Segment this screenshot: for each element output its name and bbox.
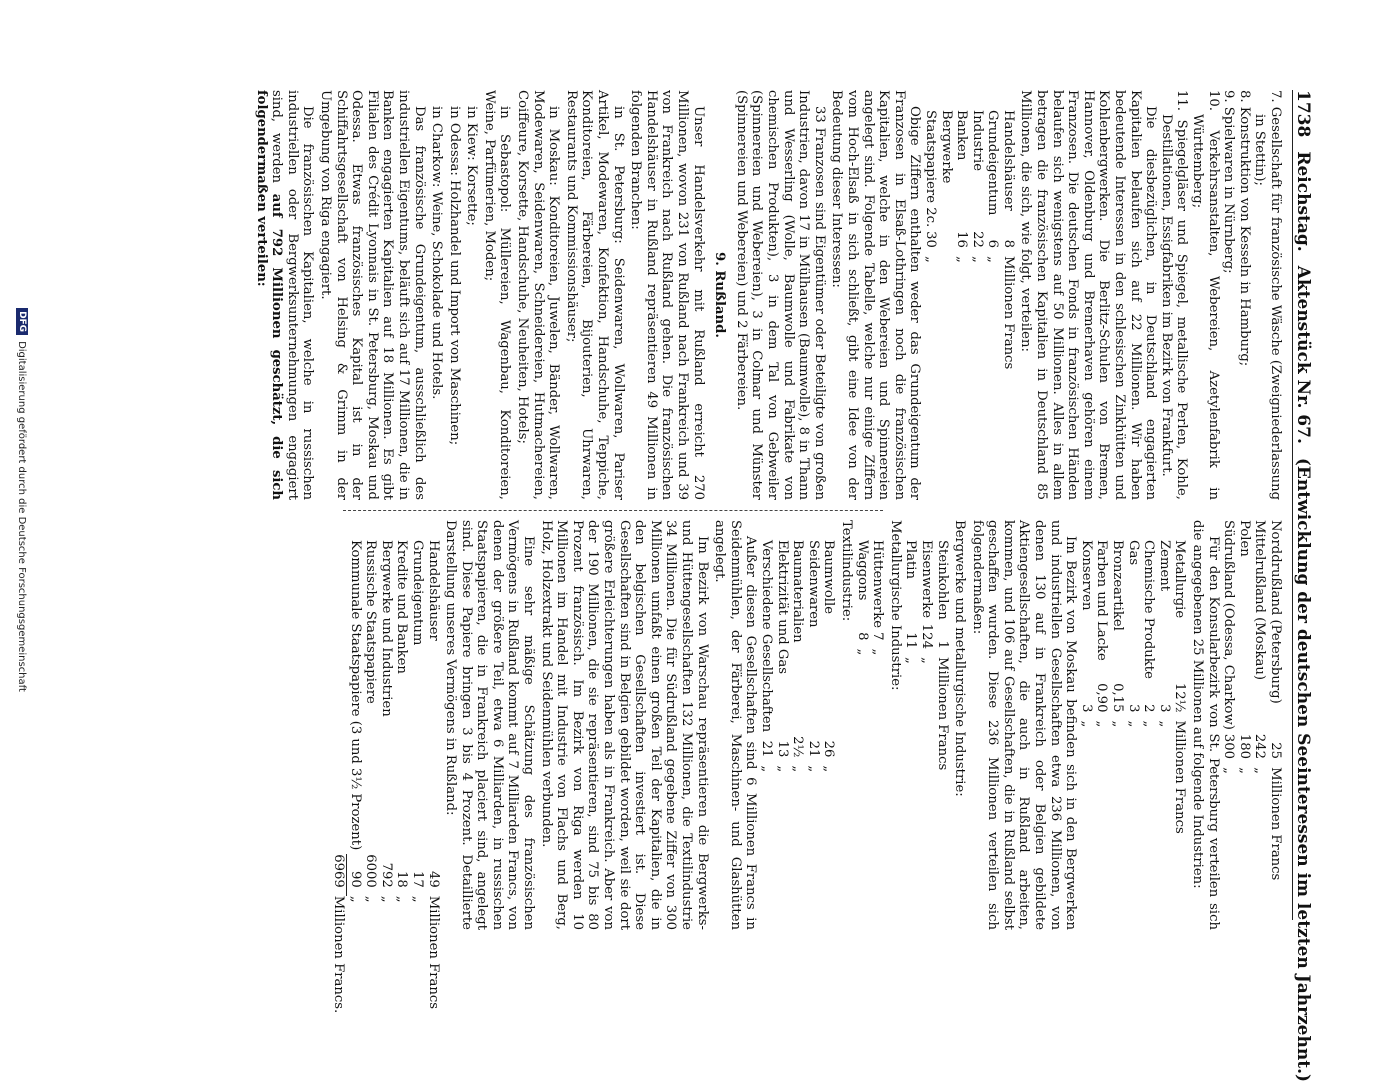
- table-row: Grundeigentum 6 „: [985, 110, 1001, 263]
- page-header: [1292, 90, 1323, 1082]
- table-row: Farben und Lacke 0,90 „: [1094, 540, 1110, 728]
- table-row: Polen 180 „: [1236, 520, 1252, 774]
- table-row: Handelshäuser 49 Millionen Francs: [425, 540, 441, 1010]
- table-row: Hüttenwerke 7 „: [870, 540, 886, 656]
- paragraph: 33 Franzosen sind Eigentümer oder Beteiligte von großen Industrien, davon 17 in Mülhausen (Baumwolle), 8 in Thann und Wesserling (Wolle, Baumwolle und Fabrikate von chemischen Produkten), 3 in dem Tal von Gebweiler (Spinnereien und Webereien), 3 in Colmar und Münster (Spinnereien und Webereien) und 2 Färbereien.: [733, 90, 827, 500]
- table-petersburg: [1078, 540, 1187, 838]
- paragraph: Für den Konsularbezirk von St. Petersburg verteilen sich die angegebenen 25 Millionen auf folgende Industrien:: [1190, 520, 1221, 930]
- table-row: Grundeigentum 17 „: [409, 540, 425, 903]
- table-row: Russische Staatspapiere 6000 „: [363, 540, 379, 903]
- right-column: [330, 520, 1283, 1014]
- paragraph: in St. Petersburg: Seidenwaren, Wollwaren, Pariser Artikel, Modewaren, Konfektion, Handschuhe, Teppiche, Konditoreien, Färbereien, Bijouterien, Uhrwaren, Restaurants und Kommissionshäuser;: [563, 90, 626, 500]
- table-mining: [903, 540, 950, 774]
- paragraph: Das französische Grundeigentum, ausschließlich des industriellen Eigentums, beläuft sich auf 17 Millionen, die in Banken engagierten Kapitalien auf 18 Millionen. Es gibt Filialen des Crédit Lyonnais in St. Petersburg, Moskau und Odessa. Etwas französisches Kapital ist in der Schiffahrtsgesellschaft von Helsing & Grimm in der Umgebung von Riga engagiert.: [317, 90, 427, 500]
- table-row: Steinkohlen 1 Millionen Francs: [934, 540, 950, 771]
- paragraph: Die diesbezüglichen, in Deutschland engagierten Kapitalien belaufen sich auf 22 Millionen. Wir haben bedeutende Interessen in den schlesischen Zinkhütten und Kohlenbergwerken. Die Berlitz-Schulen von Bremen, Hannover, Oldenburg und Bremerhaven gehören einem Franzosen. Die deutschen Fonds in französischen Händen belaufen sich wenigstens auf 50 Millionen. Alles in allem betragen die französischen Kapitalien in Deutschland 85 Millionen, die sich, wie folgt, verteilen:: [1018, 90, 1159, 500]
- table-row: Metallurgie 12½ Millionen Francs: [1172, 540, 1188, 834]
- subheading: Bergwerke und metallurgische Industrie:: [952, 520, 968, 797]
- table-row: Norddrußland (Petersburg) 25 Millionen Francs: [1268, 520, 1283, 881]
- table-row: Gas 3 „: [1125, 540, 1141, 728]
- table-row: Konserven 3 „: [1078, 540, 1094, 728]
- paragraph-text-bold: auf 792 Millionen geschätzt, die sich folgendermaßen verteilen:: [253, 90, 285, 501]
- table-row: Kredite und Banken 18 „: [394, 540, 410, 903]
- subheading: Textilindustrie:: [838, 520, 854, 622]
- table-row: Zement 3 „: [1156, 540, 1172, 728]
- column-divider: [343, 510, 883, 511]
- table-summary: [330, 540, 440, 1017]
- paragraph: in Odessa: Holzhandel und Import von Maschinen;: [446, 106, 462, 446]
- paragraph: Im Bezirk von Warschau repräsentieren die Bergwerks- und Hüttengesellschaften 132 Millionen, die Textilindustrie 34 Millionen. Die für Südrußland gegebene Ziffer von 300 Millionen umfaßt einen großen Teil der Kapitalien, die in den belgischen Gesellschaften investiert ist. Diese Gesellschaften sind in Belgien gebildet worden, weil sie dort größere Erleichterungen haben als in Frankreich. Aber von der 190 Millionen, die sie repräsentieren, sind 75 bis 80 Prozent französisch. Im Bezirk von Riga werden 10 Millionen im Handel mit Industrie von Flachs und Berg, Holz, Holzextrakt und Seidenmühlen verbunden.: [538, 520, 710, 930]
- paragraph: Im Bezirk von Moskau befinden sich in den Bergwerken und industriellen Gesellschaften etwa 236 Millionen, von denen 130 auf in Frankreich oder Belgien gebildete Aktiengesellschaften, die auch in Rußland arbeiten, kommen, und 106 auf Gesellschaften, die in Rußland selbst geschaffen wurden. Diese 236 Millionen verteilen sich folgendermaßen:: [969, 520, 1079, 930]
- header-document: Aktenstück Nr. 67.: [1293, 265, 1313, 444]
- paragraph: in Sebastopol: Müllereien, Wagenbau, Konditoreien, Weine, Parfümerien, Moden;: [481, 90, 513, 500]
- list-item: 11. Spiegelgläser und Spiegel, metallische Perlen, Kohle, Destillationen, Essigfabriken im Bezirk von Frankfurt.: [1158, 90, 1190, 500]
- table-row: Platin 11 „: [903, 540, 919, 664]
- paragraph: in Kiew: Korsette;: [464, 106, 480, 226]
- table-row: Baumaterialien 2½ „: [790, 540, 806, 773]
- paragraph: in Charkow: Weine, Schokolade und Hotels.: [429, 106, 445, 400]
- table-total-row: 6969 Millionen Francs.: [330, 854, 347, 1014]
- dfg-logo: DFG: [16, 308, 28, 335]
- header-source: Reichstag.: [1293, 151, 1313, 252]
- table-row: Banken 16 „: [954, 110, 970, 263]
- list-item: 7. Gesellschaft für französische Wäsche (Zweigniederlassung in Stettin);: [1252, 90, 1283, 501]
- table-row: Industrie 22 „: [969, 110, 985, 263]
- table-row: Eisenwerke 124 „: [918, 540, 934, 664]
- list-item: 9. Spielwaren in Nürnberg;: [1221, 90, 1237, 274]
- table-regions: [1221, 520, 1283, 884]
- left-column: [251, 90, 1283, 500]
- table-metallurgy: [854, 540, 885, 659]
- list-item: 8. Konstruktion von Kesseln in Hamburg;: [1236, 90, 1252, 367]
- table-row: Elektrizität und Gas 13 „: [774, 540, 790, 773]
- table-row: Baumwolle 26 „: [821, 540, 837, 773]
- paragraph-text: Die französischen Kapitalien, welche in russischen industriellen oder Bergwerksunternehmungen engagiert sind, werden: [269, 90, 316, 500]
- table-row: Waggons 8 „: [854, 540, 870, 656]
- subheading: Metallurgische Industrie:: [887, 520, 903, 691]
- paragraph: in Moskau: Konditoreien, Juwelen, Bänder, Wollwaren, Modewaren, Seidenwaren, Schneidereien, Hutmachereien, Coiffeure, Korsette, Handschuhe, Neuheiten, Hotels;: [515, 90, 562, 500]
- paragraph: Obige Ziffern enthalten weder das Grundeigentum der Franzosen in Elsaß-Lothringen noch die französischen Kapitalien, welche in den Webereien und Spinnereien angelegt sind. Folgende Tabelle, welche nur einige Ziffern vom Hoch-Elsaß in sich schließt, gibt eine Idee von der Bedeutung dieser Interessen:: [829, 90, 923, 500]
- paragraph: Außer diesen Gesellschaften sind 6 Millionen Francs in Seidenmühlen, der Färberei, Maschinen- und Glashütten angelegt.: [712, 520, 759, 930]
- table-row: Mittelrußland (Moskau) 242 „: [1252, 520, 1268, 774]
- paragraph: [253, 90, 315, 500]
- table-row: Staatspapiere 2c. 30 „: [922, 110, 938, 263]
- section-heading: 9. Rußland.: [712, 252, 728, 338]
- table-capital-germany: [922, 110, 1016, 373]
- page-number: 1738: [1293, 90, 1313, 138]
- table-row: Bronzeartikel 0,15 „: [1110, 540, 1126, 728]
- digitization-footer: [11, 0, 33, 1000]
- footer-text: Digitalisierung gefördert durch die Deutsche Forschungsgemeinschaft: [16, 341, 28, 692]
- table-row: Seidenwaren 21 „: [805, 540, 821, 773]
- header-title: (Entwicklung der deutschen Seeinteressen im letzten Jahrzehnt.): [1293, 457, 1313, 1082]
- table-row: Chemische Produkte 2 „: [1141, 540, 1157, 728]
- table-row: Bergwerke: [938, 110, 954, 184]
- table-row: Verschiedene Gesellschaften 21 „: [759, 540, 774, 773]
- table-row: Südrußland (Odessa, Charkow) 300 „: [1221, 520, 1237, 774]
- table-row: Bergwerke und Industrien 792 „: [378, 540, 394, 903]
- paragraph: Unser Handelsverkehr mit Rußland erreicht 270 Millionen, wovon 231 von Rußland nach Frankreich und 39 von Frankreich nach Rußland gehen. Die französischen Handelshäuser in Rußland repräsentieren 49 Millionen in folgenden Branchen:: [628, 90, 706, 500]
- table-row: Kommunale Staatspapiere (3 und 3½ Prozent) 90 „: [347, 540, 363, 903]
- list-item: 10. Verkehrsanstalten, Webereien, Azetylenfabrik in Württemberg;: [1190, 90, 1221, 500]
- paragraph: Eine sehr mäßige Schätzung des französischen Vermögens in Rußland kommt auf 7 Milliarden Francs, von denen der größere Teil, etwa 6 Milliarden, in russischen Staatspapieren, die in Frankreich placiert sind, angelegt sind. Diese Papiere bringen 3 bis 4 Prozent. Detaillierte Darstellung unseres Vermögens in Rußland:: [443, 520, 537, 930]
- table-textile: [758, 540, 836, 776]
- table-row: Handelshäuser 8 Millionen Francs: [1000, 110, 1016, 370]
